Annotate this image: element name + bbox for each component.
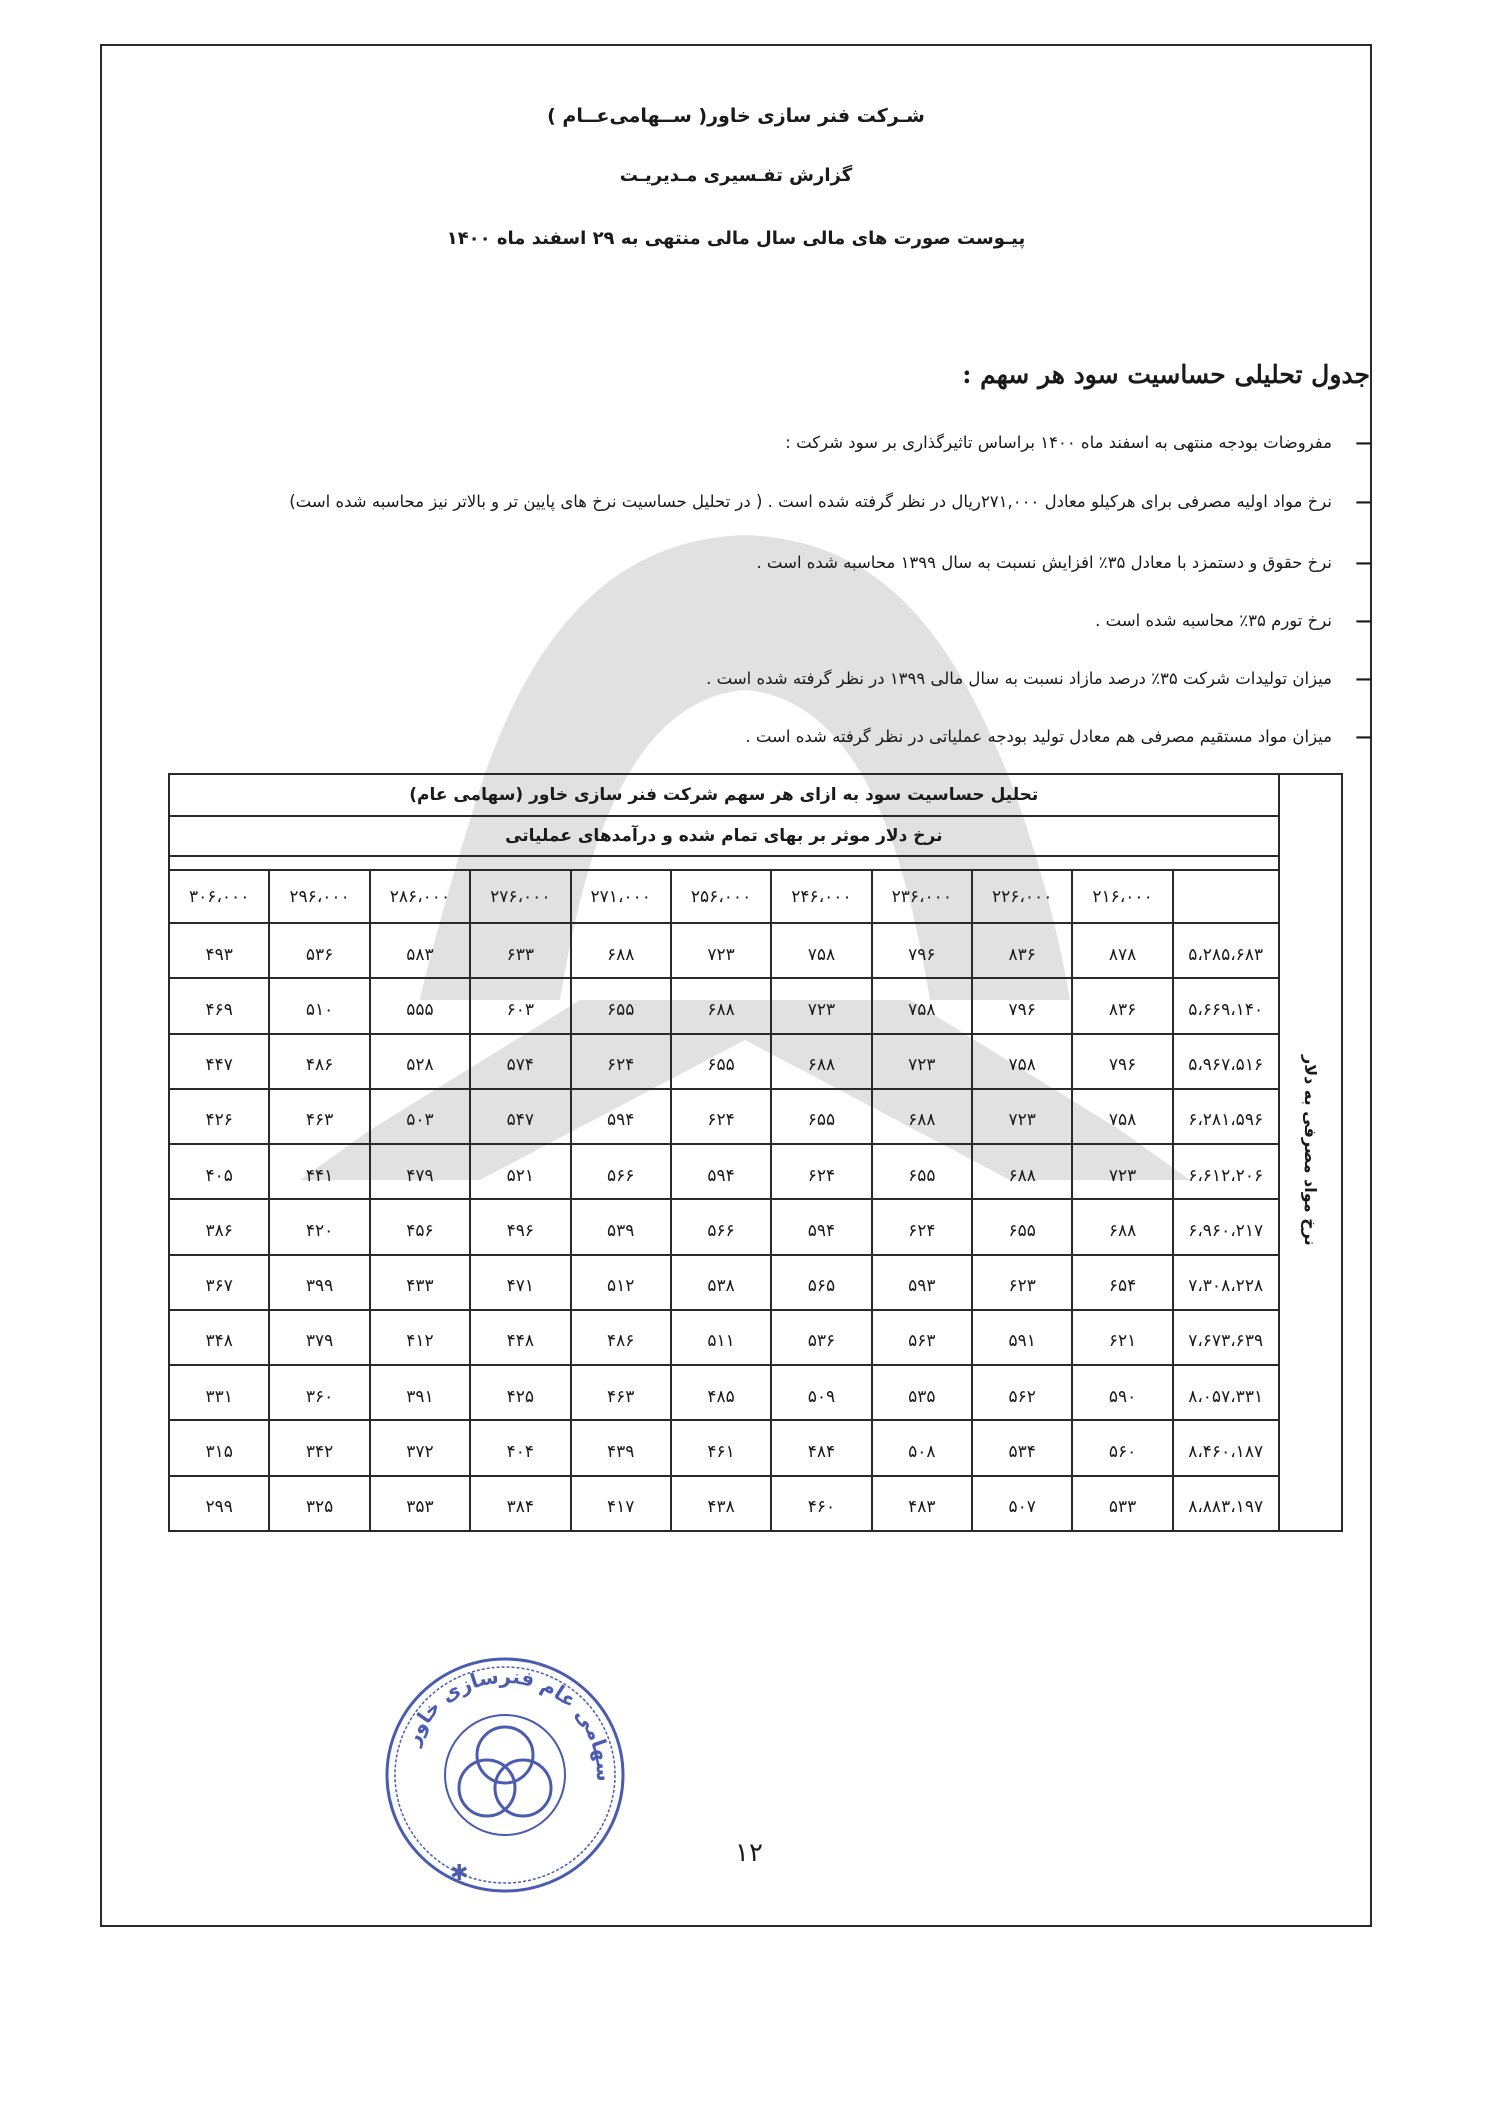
eps-value-cell: ۷۹۶ <box>1072 1034 1172 1089</box>
material-rate-cell: ۵،۹۶۷،۵۱۶ <box>1173 1034 1279 1089</box>
dollar-rate-header: ۲۷۱،۰۰۰ <box>571 870 671 923</box>
dollar-rate-header: ۲۲۶،۰۰۰ <box>972 870 1072 923</box>
eps-value-cell: ۵۵۵ <box>370 978 470 1033</box>
eps-value-cell: ۶۰۳ <box>470 978 570 1033</box>
seal-text: سهامی عام فنرسازی خاور <box>399 1663 617 1782</box>
eps-value-cell: ۵۹۴ <box>671 1144 771 1199</box>
eps-value-cell: ۷۲۳ <box>1072 1144 1172 1199</box>
material-rate-cell: ۵،۲۸۵،۶۸۳ <box>1173 923 1279 978</box>
eps-value-cell: ۵۳۶ <box>269 923 369 978</box>
eps-value-cell: ۵۱۲ <box>571 1255 671 1310</box>
eps-value-cell: ۵۰۷ <box>972 1476 1072 1531</box>
eps-value-cell: ۳۹۹ <box>269 1255 369 1310</box>
eps-value-cell: ۳۴۲ <box>269 1420 369 1475</box>
eps-value-cell: ۸۳۶ <box>1072 978 1172 1033</box>
assumption-item <box>289 492 1372 511</box>
eps-value-cell: ۵۳۹ <box>571 1199 671 1254</box>
eps-value-cell: ۶۵۵ <box>671 1034 771 1089</box>
table-row <box>169 923 1342 978</box>
eps-value-cell: ۳۸۴ <box>470 1476 570 1531</box>
eps-value-cell: ۶۵۵ <box>872 1144 972 1199</box>
assumption-item <box>756 553 1372 572</box>
eps-value-cell: ۳۲۵ <box>269 1476 369 1531</box>
attachment-title: پیـوست صورت های مالی سال مالی منتهی به ۲۹ اسفند ماه ۱۴۰۰ <box>446 228 1026 249</box>
table-row <box>169 1365 1342 1420</box>
eps-value-cell: ۶۲۳ <box>972 1255 1072 1310</box>
table-row <box>169 978 1342 1033</box>
spacer-cell <box>169 856 1279 870</box>
dollar-rate-header: ۲۹۶،۰۰۰ <box>269 870 369 923</box>
eps-value-cell: ۵۲۱ <box>470 1144 570 1199</box>
eps-value-cell: ۶۵۵ <box>771 1089 871 1144</box>
eps-value-cell: ۵۷۴ <box>470 1034 570 1089</box>
eps-value-cell: ۶۸۸ <box>972 1144 1072 1199</box>
assumption-item <box>745 727 1372 746</box>
eps-value-cell: ۴۸۳ <box>872 1476 972 1531</box>
report-title: گزارش تفـسیری مـدیریـت <box>619 165 853 186</box>
assumption-text: نرخ حقوق و دستمزد با معادل ۳۵٪ افزایش نسبت به سال ۱۳۹۹ محاسبه شده است . <box>756 553 1332 572</box>
assumption-text: میزان تولیدات شرکت ۳۵٪ درصد مازاد نسبت به سال مالی ۱۳۹۹ در نظر گرفته شده است . <box>706 669 1332 688</box>
dash-bullet: — <box>1355 727 1372 746</box>
eps-value-cell: ۶۸۸ <box>1072 1199 1172 1254</box>
eps-value-cell: ۵۰۹ <box>771 1365 871 1420</box>
dollar-rate-header: ۲۳۶،۰۰۰ <box>872 870 972 923</box>
material-rate-cell: ۶،۹۶۰،۲۱۷ <box>1173 1199 1279 1254</box>
eps-value-cell: ۵۳۴ <box>972 1420 1072 1475</box>
eps-value-cell: ۴۵۶ <box>370 1199 470 1254</box>
eps-value-cell: ۴۶۱ <box>671 1420 771 1475</box>
eps-value-cell: ۷۲۳ <box>771 978 871 1033</box>
eps-value-cell: ۵۶۲ <box>972 1365 1072 1420</box>
eps-value-cell: ۵۳۳ <box>1072 1476 1172 1531</box>
assumption-text: مفروضات بودجه منتهی به اسفند ماه ۱۴۰۰ براساس تاثیرگذاری بر سود شرکت : <box>785 433 1332 452</box>
eps-value-cell: ۴۲۰ <box>269 1199 369 1254</box>
eps-value-cell: ۵۶۵ <box>771 1255 871 1310</box>
table-title-row <box>169 774 1342 816</box>
dollar-rate-header: ۳۰۶،۰۰۰ <box>169 870 269 923</box>
eps-value-cell: ۴۳۸ <box>671 1476 771 1531</box>
eps-value-cell: ۴۲۶ <box>169 1089 269 1144</box>
eps-value-cell: ۴۴۷ <box>169 1034 269 1089</box>
eps-value-cell: ۷۵۸ <box>771 923 871 978</box>
eps-value-cell: ۷۲۳ <box>671 923 771 978</box>
eps-value-cell: ۴۸۴ <box>771 1420 871 1475</box>
eps-value-cell: ۵۲۸ <box>370 1034 470 1089</box>
dash-bullet: — <box>1355 492 1372 511</box>
side-label-cell <box>1279 774 1342 1531</box>
dash-bullet: — <box>1355 611 1372 630</box>
material-rate-cell: ۵،۶۶۹،۱۴۰ <box>1173 978 1279 1033</box>
eps-value-cell: ۵۱۰ <box>269 978 369 1033</box>
eps-value-cell: ۶۳۳ <box>470 923 570 978</box>
eps-value-cell: ۶۲۴ <box>872 1199 972 1254</box>
table-row <box>169 1420 1342 1475</box>
eps-value-cell: ۵۹۳ <box>872 1255 972 1310</box>
eps-value-cell: ۴۹۳ <box>169 923 269 978</box>
eps-value-cell: ۷۲۳ <box>872 1034 972 1089</box>
table-row <box>169 1310 1342 1365</box>
eps-value-cell: ۴۴۱ <box>269 1144 369 1199</box>
side-label: نرخ مواد مصرفی به دلار <box>1300 1054 1320 1246</box>
dollar-rate-header: ۲۸۶،۰۰۰ <box>370 870 470 923</box>
table-row <box>169 1199 1342 1254</box>
eps-value-cell: ۳۶۷ <box>169 1255 269 1310</box>
eps-value-cell: ۴۹۶ <box>470 1199 570 1254</box>
assumption-text: میزان مواد مستقیم مصرفی هم معادل تولید بودجه عملیاتی در نظر گرفته شده است . <box>745 727 1332 746</box>
eps-value-cell: ۴۶۳ <box>269 1089 369 1144</box>
eps-value-cell: ۳۷۹ <box>269 1310 369 1365</box>
material-rate-cell: ۷،۶۷۳،۶۳۹ <box>1173 1310 1279 1365</box>
eps-value-cell: ۶۲۴ <box>771 1144 871 1199</box>
eps-value-cell: ۸۷۸ <box>1072 923 1172 978</box>
company-name: شـرکت فنر سازی خاور( ســهامی‌عــام ) <box>547 105 925 127</box>
table-row <box>169 1476 1342 1531</box>
table-row <box>169 1255 1342 1310</box>
eps-value-cell: ۳۵۳ <box>370 1476 470 1531</box>
material-rate-cell: ۸،۸۸۳،۱۹۷ <box>1173 1476 1279 1531</box>
eps-value-cell: ۴۸۶ <box>269 1034 369 1089</box>
eps-value-cell: ۵۳۸ <box>671 1255 771 1310</box>
eps-value-cell: ۵۴۷ <box>470 1089 570 1144</box>
eps-value-cell: ۴۸۵ <box>671 1365 771 1420</box>
eps-value-cell: ۴۳۹ <box>571 1420 671 1475</box>
eps-value-cell: ۴۶۳ <box>571 1365 671 1420</box>
dollar-rate-header: ۲۴۶،۰۰۰ <box>771 870 871 923</box>
dollar-rate-header: ۲۵۶،۰۰۰ <box>671 870 771 923</box>
material-rate-cell: ۶،۶۱۲،۲۰۶ <box>1173 1144 1279 1199</box>
eps-value-cell: ۳۷۲ <box>370 1420 470 1475</box>
dash-bullet: — <box>1355 433 1372 452</box>
eps-value-cell: ۶۲۴ <box>671 1089 771 1144</box>
eps-value-cell: ۵۹۴ <box>771 1199 871 1254</box>
assumption-item <box>706 669 1372 688</box>
eps-value-cell: ۶۵۴ <box>1072 1255 1172 1310</box>
eps-value-cell: ۴۳۳ <box>370 1255 470 1310</box>
eps-value-cell: ۵۹۱ <box>972 1310 1072 1365</box>
eps-value-cell: ۵۳۶ <box>771 1310 871 1365</box>
eps-value-cell: ۵۶۶ <box>571 1144 671 1199</box>
eps-value-cell: ۵۰۸ <box>872 1420 972 1475</box>
table-row <box>169 1034 1342 1089</box>
eps-value-cell: ۴۷۹ <box>370 1144 470 1199</box>
table-spacer-row <box>169 856 1342 870</box>
eps-value-cell: ۴۴۸ <box>470 1310 570 1365</box>
eps-value-cell: ۴۸۶ <box>571 1310 671 1365</box>
eps-value-cell: ۴۲۵ <box>470 1365 570 1420</box>
eps-value-cell: ۶۵۵ <box>571 978 671 1033</box>
table-subtitle: نرخ دلار موثر بر بهای تمام شده و درآمدهای عملیاتی <box>169 816 1279 856</box>
assumption-text: نرخ مواد اولیه مصرفی برای هرکیلو معادل ۲۷۱,۰۰۰ریال در نظر گرفته شده است . ( در تحلیل حساسیت نرخ های پایین تر و بالاتر نیز محاسبه شده است) <box>289 492 1332 511</box>
material-rate-cell: ۷،۳۰۸،۲۲۸ <box>1173 1255 1279 1310</box>
table-row <box>169 1144 1342 1199</box>
eps-value-cell: ۵۸۳ <box>370 923 470 978</box>
eps-value-cell: ۲۹۹ <box>169 1476 269 1531</box>
dollar-rate-header-row <box>169 870 1342 923</box>
dollar-rate-header: ۲۷۶،۰۰۰ <box>470 870 570 923</box>
eps-value-cell: ۸۳۶ <box>972 923 1072 978</box>
eps-value-cell: ۵۶۳ <box>872 1310 972 1365</box>
material-rate-cell: ۸،۰۵۷،۳۳۱ <box>1173 1365 1279 1420</box>
dollar-rate-header: ۲۱۶،۰۰۰ <box>1072 870 1172 923</box>
assumption-item <box>1095 611 1372 630</box>
eps-value-cell: ۶۵۵ <box>972 1199 1072 1254</box>
dash-bullet: — <box>1355 553 1372 572</box>
eps-value-cell: ۷۵۸ <box>872 978 972 1033</box>
eps-value-cell: ۵۰۳ <box>370 1089 470 1144</box>
eps-value-cell: ۷۲۳ <box>972 1089 1072 1144</box>
eps-value-cell: ۵۱۱ <box>671 1310 771 1365</box>
eps-value-cell: ۴۶۰ <box>771 1476 871 1531</box>
eps-value-cell: ۷۵۸ <box>972 1034 1072 1089</box>
eps-value-cell: ۷۹۶ <box>972 978 1072 1033</box>
eps-value-cell: ۳۱۵ <box>169 1420 269 1475</box>
company-seal <box>380 1650 630 1900</box>
eps-value-cell: ۳۸۶ <box>169 1199 269 1254</box>
dash-bullet: — <box>1355 669 1372 688</box>
eps-value-cell: ۶۸۸ <box>872 1089 972 1144</box>
eps-value-cell: ۴۷۱ <box>470 1255 570 1310</box>
table-row <box>169 1089 1342 1144</box>
eps-value-cell: ۶۸۸ <box>571 923 671 978</box>
seal-star-icon: ✱ <box>450 1861 469 1886</box>
eps-value-cell: ۳۶۰ <box>269 1365 369 1420</box>
eps-value-cell: ۴۱۲ <box>370 1310 470 1365</box>
eps-value-cell: ۴۶۹ <box>169 978 269 1033</box>
eps-value-cell: ۵۶۶ <box>671 1199 771 1254</box>
table-title: تحلیل حساسیت سود به ازای هر سهم شرکت فنر سازی خاور (سهامی عام) <box>169 774 1279 816</box>
section-heading: جدول تحلیلی حساسیت سود هر سهم : <box>962 360 1370 389</box>
eps-value-cell: ۵۶۰ <box>1072 1420 1172 1475</box>
sensitivity-table-container <box>168 773 1343 1532</box>
page-number: ۱۲ <box>735 1838 763 1868</box>
assumption-item <box>785 433 1372 452</box>
eps-value-cell: ۳۳۱ <box>169 1365 269 1420</box>
eps-value-cell: ۵۹۴ <box>571 1089 671 1144</box>
assumption-text: نرخ تورم ۳۵٪ محاسبه شده است . <box>1095 611 1332 630</box>
table-subtitle-row <box>169 816 1342 856</box>
eps-value-cell: ۷۹۶ <box>872 923 972 978</box>
eps-value-cell: ۴۰۴ <box>470 1420 570 1475</box>
sensitivity-table <box>168 773 1343 1532</box>
corner-cell <box>1173 870 1279 923</box>
eps-value-cell: ۷۵۸ <box>1072 1089 1172 1144</box>
material-rate-cell: ۶،۲۸۱،۵۹۶ <box>1173 1089 1279 1144</box>
eps-value-cell: ۶۲۴ <box>571 1034 671 1089</box>
eps-value-cell: ۴۱۷ <box>571 1476 671 1531</box>
eps-value-cell: ۴۰۵ <box>169 1144 269 1199</box>
eps-value-cell: ۶۲۱ <box>1072 1310 1172 1365</box>
eps-value-cell: ۳۹۱ <box>370 1365 470 1420</box>
eps-value-cell: ۵۹۰ <box>1072 1365 1172 1420</box>
eps-value-cell: ۵۳۵ <box>872 1365 972 1420</box>
eps-value-cell: ۶۸۸ <box>671 978 771 1033</box>
material-rate-cell: ۸،۴۶۰،۱۸۷ <box>1173 1420 1279 1475</box>
eps-value-cell: ۶۸۸ <box>771 1034 871 1089</box>
eps-value-cell: ۳۴۸ <box>169 1310 269 1365</box>
